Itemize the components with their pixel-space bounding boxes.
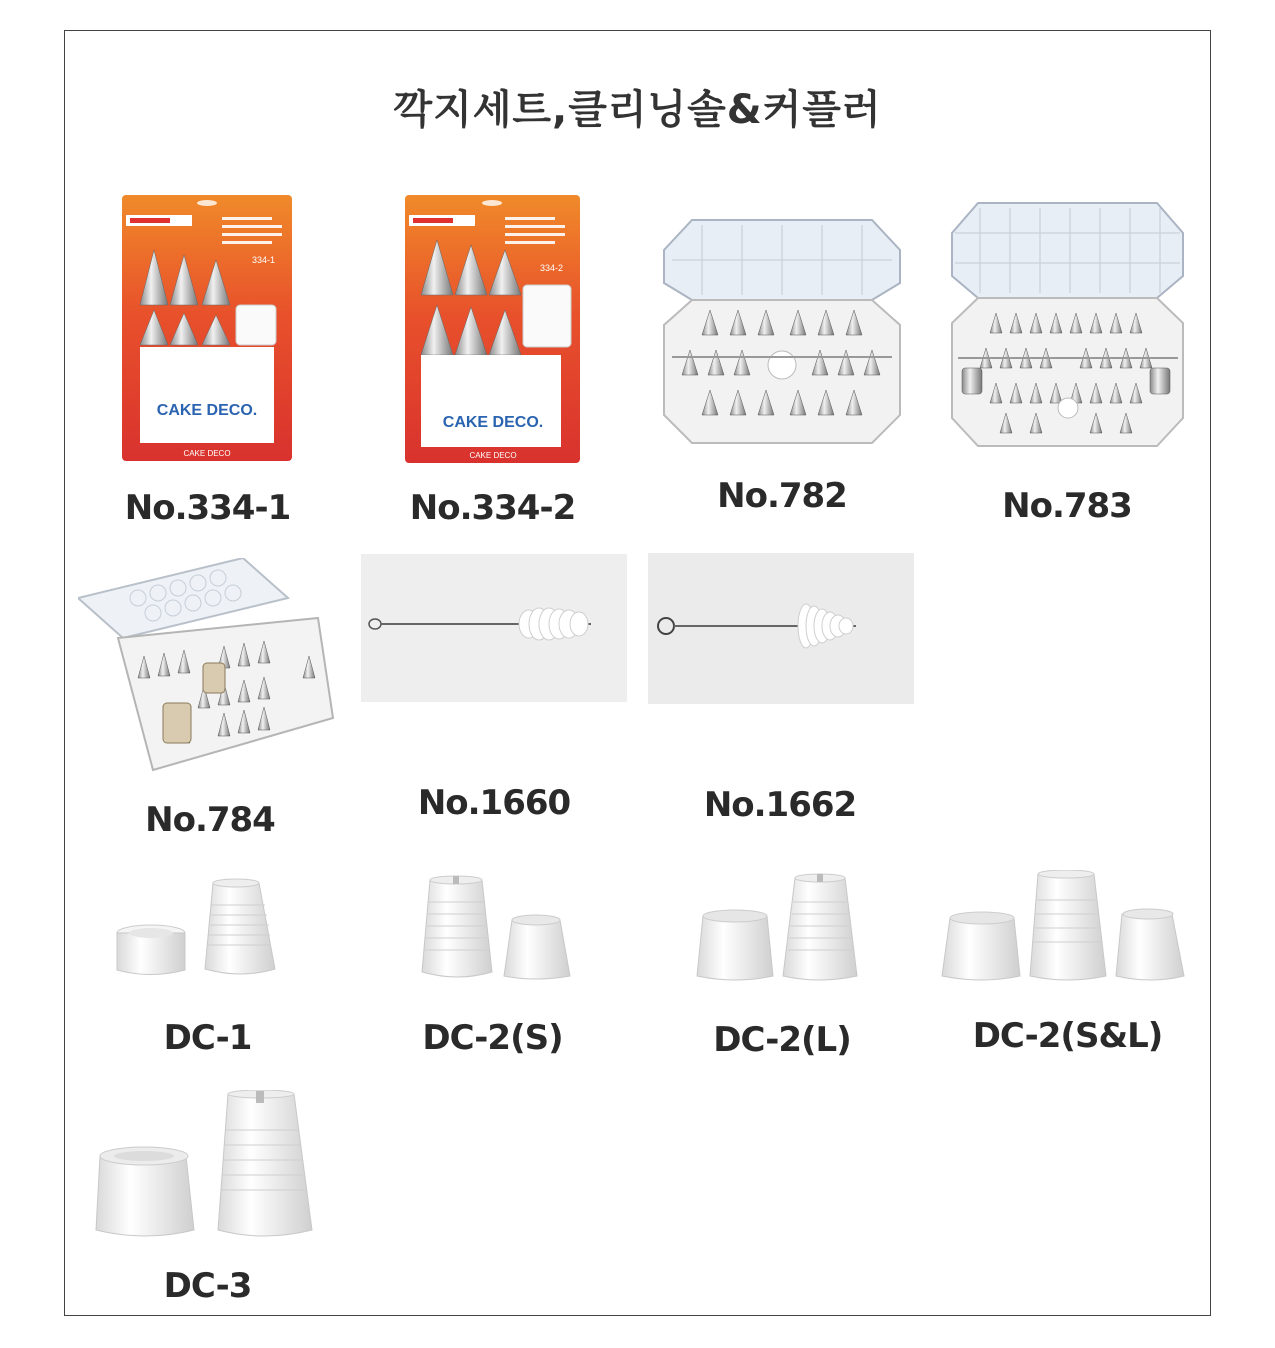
product-label-782: No.782 <box>717 476 847 516</box>
product-label-dc-3: DC-3 <box>163 1266 252 1306</box>
pkg-number: 334-2 <box>540 263 564 273</box>
product-label-dc-1: DC-1 <box>163 1018 252 1058</box>
product-image-784 <box>78 558 334 773</box>
product-image-782 <box>662 205 902 450</box>
product-label-dc-2s: DC-2(S) <box>422 1018 563 1058</box>
product-image-1662 <box>648 553 914 704</box>
product-image-783 <box>950 198 1185 450</box>
pkg-brand: CAKE DECO. <box>442 414 544 431</box>
product-image-dc-3 <box>94 1090 316 1240</box>
product-label-334-2: No.334-2 <box>409 488 576 528</box>
product-image-dc-2sl <box>940 870 1186 984</box>
product-label-1660: No.1660 <box>417 783 571 823</box>
product-label-784: No.784 <box>145 800 275 840</box>
product-image-dc-2s <box>420 872 575 984</box>
product-label-783: No.783 <box>1002 486 1132 526</box>
pkg-number: 334-1 <box>252 255 276 265</box>
pkg-footer: CAKE DECO <box>469 451 517 460</box>
product-image-dc-2l <box>695 872 865 984</box>
pkg-brand: CAKE DECO. <box>156 402 258 419</box>
product-image-1660 <box>361 554 627 702</box>
product-image-334-1 <box>122 195 292 461</box>
product-label-dc-2l: DC-2(L) <box>713 1020 851 1060</box>
product-label-334-1: No.334-1 <box>124 488 291 528</box>
page-title: 깍지세트,클리닝솔&커플러 <box>393 87 882 133</box>
product-label-dc-2sl: DC-2(S&L) <box>972 1016 1163 1056</box>
product-label-1662: No.1662 <box>703 785 857 825</box>
product-image-dc-1 <box>115 875 280 983</box>
product-image-334-2 <box>405 195 580 463</box>
pkg-footer: CAKE DECO <box>183 449 231 458</box>
